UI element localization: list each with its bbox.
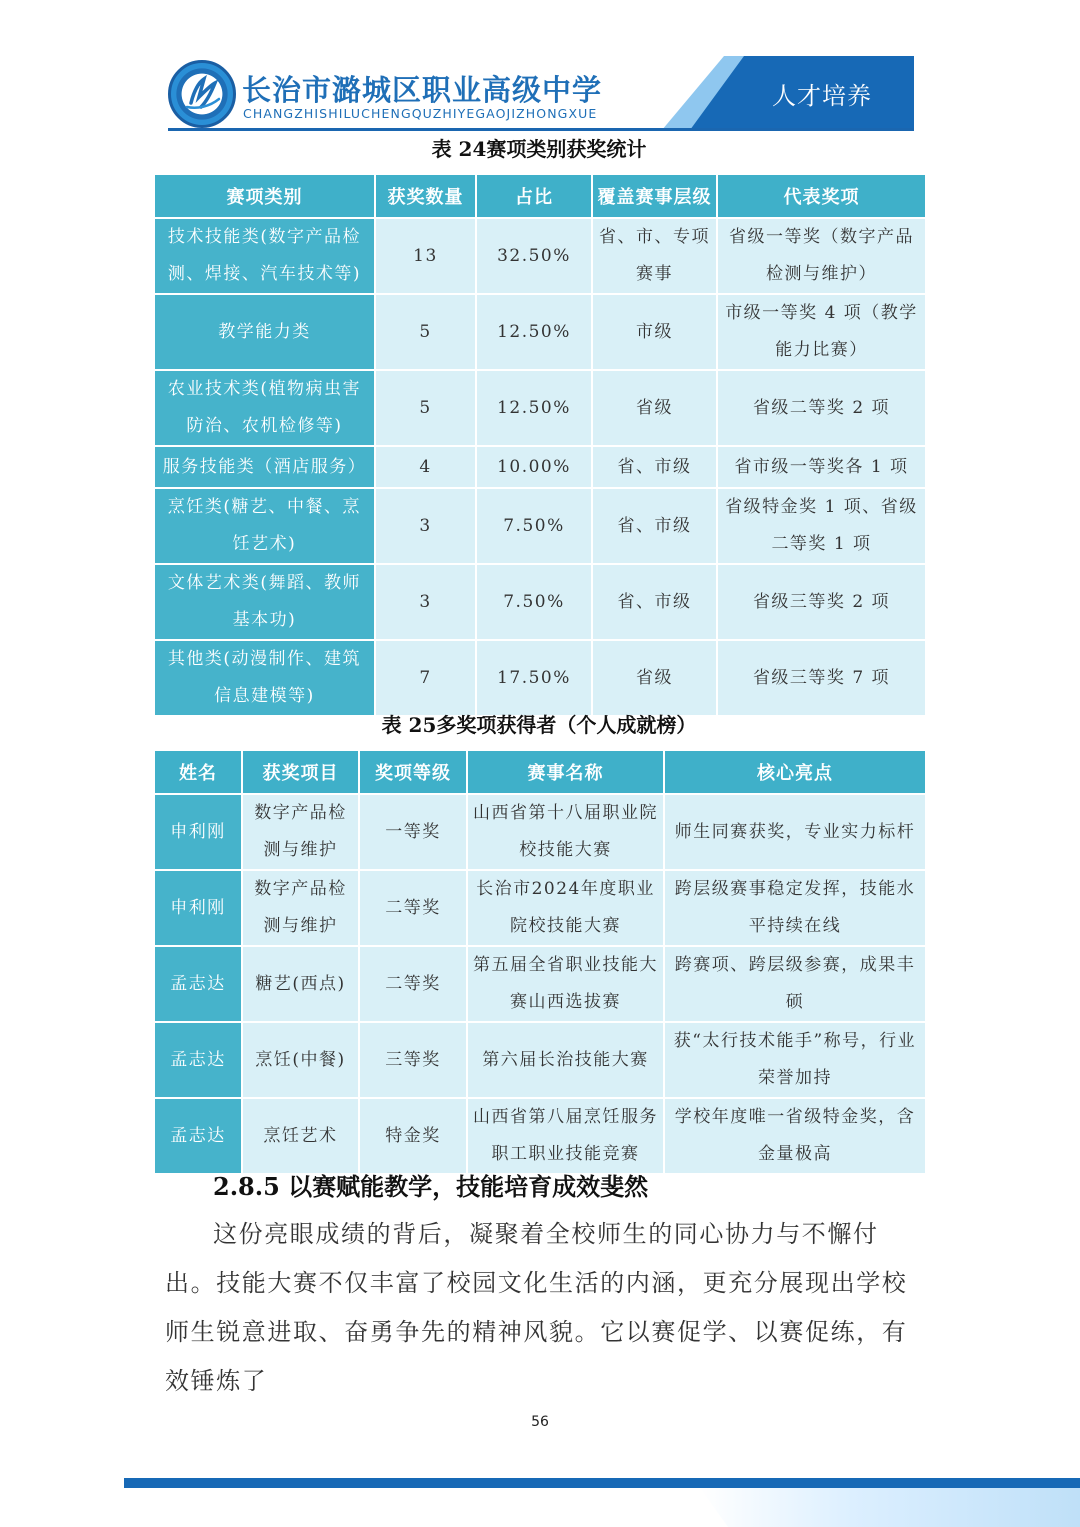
level-cell: 省、市级 [592, 488, 717, 564]
project-cell: 数字产品检测与维护 [242, 870, 359, 946]
logo-emblem-icon [171, 63, 233, 125]
name-cell: 孟志达 [154, 1022, 242, 1098]
category-cell: 烹饪类(糖艺、中餐、烹饪艺术) [154, 488, 375, 564]
event-cell: 山西省第十八届职业院校技能大赛 [467, 794, 664, 870]
table25-caption: 表 25多奖项获得者（个人成就榜） [381, 713, 697, 737]
column-header: 姓名 [154, 750, 242, 794]
grade-cell: 二等奖 [359, 946, 467, 1022]
column-header: 获奖项目 [242, 750, 359, 794]
award-cell: 省级二等奖 2 项 [717, 370, 926, 446]
page-number: 56 [531, 1414, 549, 1430]
table-row [154, 446, 926, 488]
school-name: 长治市潞城区职业高级中学 [242, 73, 603, 107]
highlight-cell: 师生同赛获奖，专业实力标杆 [664, 794, 926, 870]
body-paragraph: 这份亮眼成绩的背后，凝聚着全校师生的同心协力与不懈付出。技能大赛不仅丰富了校园文化生活的内涵，更充分展现出学校师生锐意进取、奋勇争先的精神风貌。它以赛促学、以赛促练，有效锤炼了 [165, 1220, 908, 1395]
grade-cell: 一等奖 [359, 794, 467, 870]
table24-caption: 表 24赛项类别获奖统计 [431, 137, 647, 161]
column-header: 代表奖项 [717, 174, 926, 218]
footer-bar [124, 1478, 1080, 1488]
share-cell: 7.50% [476, 488, 592, 564]
table-row [154, 870, 926, 946]
level-cell: 省、市、专项赛事 [592, 218, 717, 294]
project-cell: 数字产品检测与维护 [242, 794, 359, 870]
grade-cell: 二等奖 [359, 870, 467, 946]
name-cell: 孟志达 [154, 946, 242, 1022]
award-cell: 省级三等奖 2 项 [717, 564, 926, 640]
name-cell: 孟志达 [154, 1098, 242, 1174]
table-header-row [154, 174, 926, 218]
category-cell: 服务技能类（酒店服务） [154, 446, 375, 488]
share-cell: 7.50% [476, 564, 592, 640]
highlight-cell: 跨赛项、跨层级参赛，成果丰硕 [664, 946, 926, 1022]
table-row [154, 218, 926, 294]
name-cell: 申利刚 [154, 794, 242, 870]
multi-award-winners-table [153, 749, 927, 1175]
table-row [154, 564, 926, 640]
share-cell: 32.50% [476, 218, 592, 294]
table-header-row [154, 750, 926, 794]
count-cell: 5 [375, 294, 476, 370]
project-cell: 糖艺(西点) [242, 946, 359, 1022]
column-header: 覆盖赛事层级 [592, 174, 717, 218]
column-header: 核心亮点 [664, 750, 926, 794]
header-divider [168, 128, 914, 131]
share-cell: 12.50% [476, 370, 592, 446]
count-cell: 5 [375, 370, 476, 446]
grade-cell: 特金奖 [359, 1098, 467, 1174]
column-header: 奖项等级 [359, 750, 467, 794]
column-header: 获奖数量 [375, 174, 476, 218]
table-row [154, 294, 926, 370]
event-cell: 第五届全省职业技能大赛山西选拔赛 [467, 946, 664, 1022]
highlight-cell: 获“太行技术能手”称号，行业荣誉加持 [664, 1022, 926, 1098]
table-row [154, 794, 926, 870]
award-cell: 省级三等奖 7 项 [717, 640, 926, 716]
column-header: 赛项类别 [154, 174, 375, 218]
award-cell: 省级特金奖 1 项、省级二等奖 1 项 [717, 488, 926, 564]
count-cell: 3 [375, 488, 476, 564]
share-cell: 12.50% [476, 294, 592, 370]
count-cell: 13 [375, 218, 476, 294]
level-cell: 省级 [592, 640, 717, 716]
school-pinyin: CHANGZHISHILUCHENGQUZHIYEGAOJIZHONGXUE [243, 106, 598, 121]
project-cell: 烹饪(中餐) [242, 1022, 359, 1098]
table-row [154, 370, 926, 446]
table-row [154, 640, 926, 716]
category-cell: 教学能力类 [154, 294, 375, 370]
grade-cell: 三等奖 [359, 1022, 467, 1098]
school-logo [168, 60, 236, 128]
level-cell: 市级 [592, 294, 717, 370]
section-heading: 2.8.5 以赛赋能教学，技能培育成效斐然 [213, 1172, 649, 1201]
share-cell: 10.00% [476, 446, 592, 488]
award-cell: 省级一等奖（数字产品检测与维护） [717, 218, 926, 294]
category-cell: 文体艺术类(舞蹈、教师基本功) [154, 564, 375, 640]
table-row [154, 488, 926, 564]
count-cell: 4 [375, 446, 476, 488]
count-cell: 3 [375, 564, 476, 640]
project-cell: 烹饪艺术 [242, 1098, 359, 1174]
page-header [0, 0, 1080, 140]
footer-accent [700, 1488, 1080, 1527]
section-tag: 人才培养 [772, 82, 872, 110]
count-cell: 7 [375, 640, 476, 716]
award-cell: 市级一等奖 4 项（教学能力比赛） [717, 294, 926, 370]
award-cell: 省市级一等奖各 1 项 [717, 446, 926, 488]
table-row [154, 1098, 926, 1174]
award-category-table [153, 173, 927, 717]
event-cell: 第六届长治技能大赛 [467, 1022, 664, 1098]
category-cell: 其他类(动漫制作、建筑信息建模等) [154, 640, 375, 716]
share-cell: 17.50% [476, 640, 592, 716]
table-row [154, 1022, 926, 1098]
name-cell: 申利刚 [154, 870, 242, 946]
event-cell: 长治市2024年度职业院校技能大赛 [467, 870, 664, 946]
level-cell: 省、市级 [592, 564, 717, 640]
table-row [154, 946, 926, 1022]
level-cell: 省、市级 [592, 446, 717, 488]
category-cell: 农业技术类(植物病虫害防治、农机检修等) [154, 370, 375, 446]
category-cell: 技术技能类(数字产品检测、焊接、汽车技术等) [154, 218, 375, 294]
column-header: 占比 [476, 174, 592, 218]
event-cell: 山西省第八届烹饪服务职工职业技能竞赛 [467, 1098, 664, 1174]
highlight-cell: 跨层级赛事稳定发挥，技能水平持续在线 [664, 870, 926, 946]
level-cell: 省级 [592, 370, 717, 446]
highlight-cell: 学校年度唯一省级特金奖，含金量极高 [664, 1098, 926, 1174]
column-header: 赛事名称 [467, 750, 664, 794]
